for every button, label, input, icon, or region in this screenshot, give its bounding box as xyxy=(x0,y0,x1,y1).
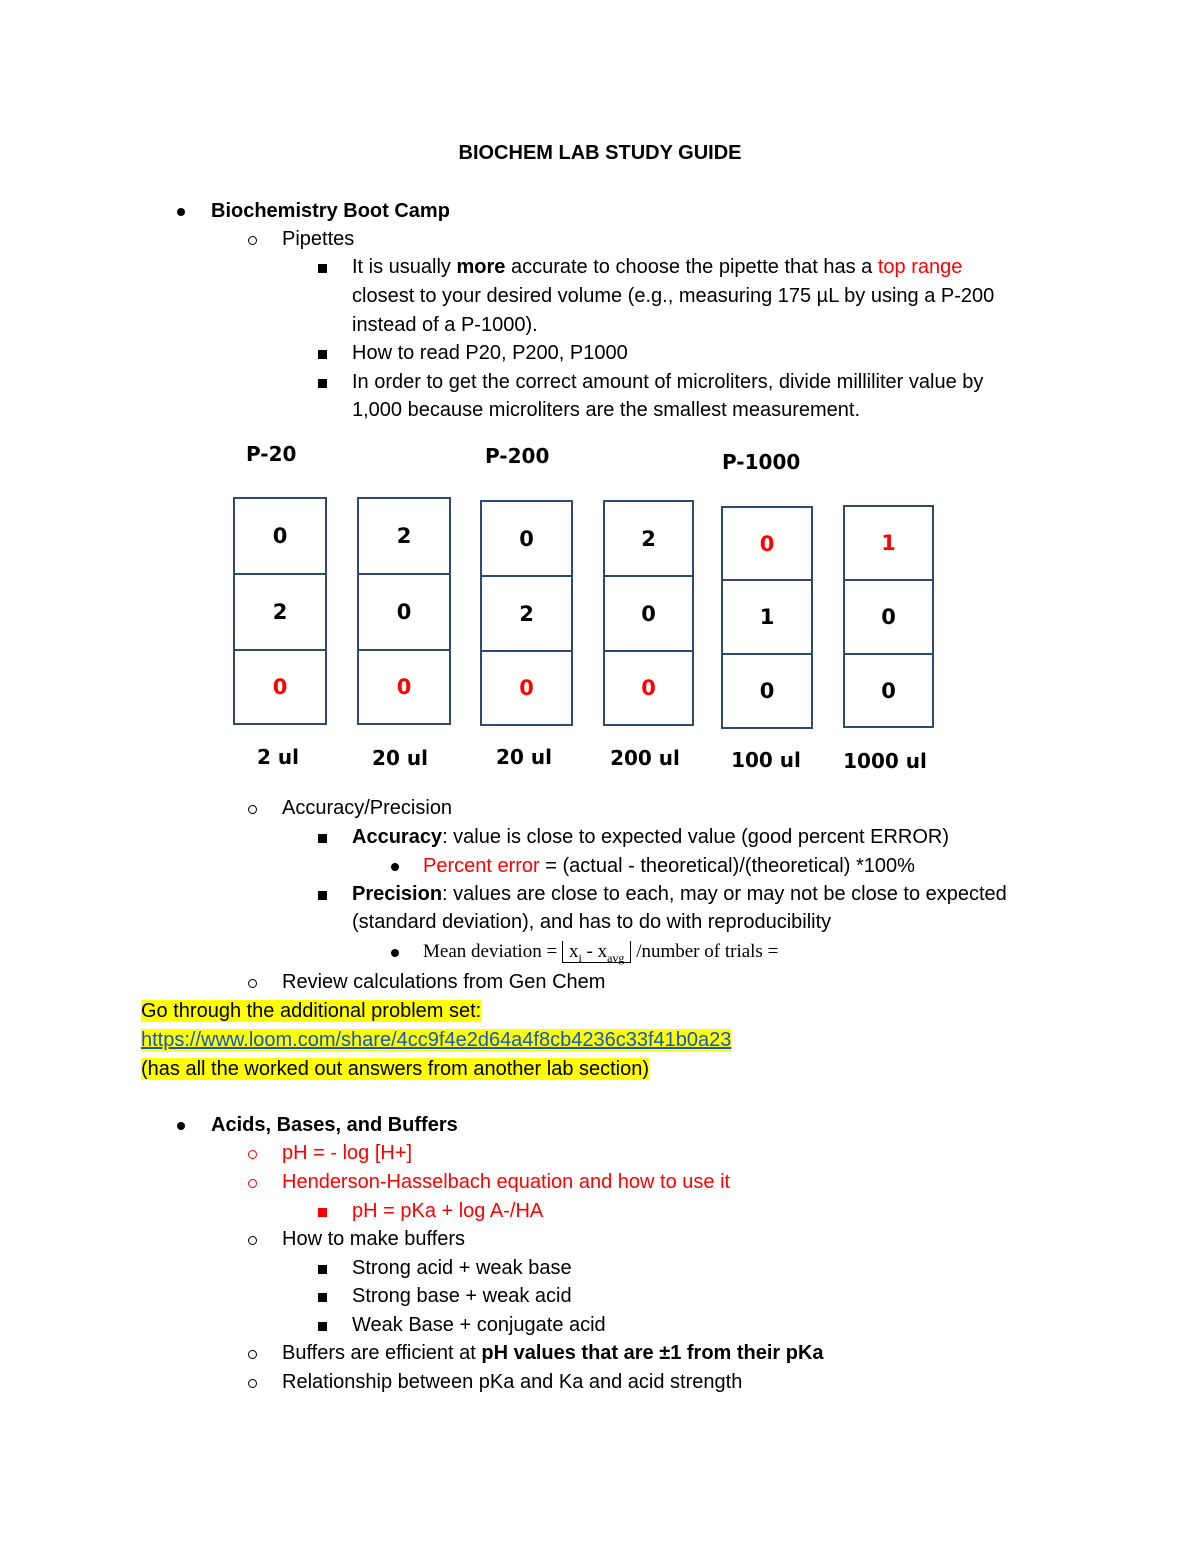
dial-digit-box: 0 xyxy=(480,500,573,577)
bullet-disc-icon xyxy=(177,208,185,216)
dial-digit-box: 1 xyxy=(721,579,813,655)
precision-definition-line2: (standard deviation), and has to do with reproducibility xyxy=(352,911,832,933)
bullet-square-icon xyxy=(318,1208,327,1217)
bullet-circle-icon xyxy=(248,1179,257,1188)
bullet-disc-icon xyxy=(391,949,399,957)
volume-label: 20 ul xyxy=(496,745,552,769)
accuracy-precision-heading: Accuracy/Precision xyxy=(282,797,453,819)
review-calculations-item: Review calculations from Gen Chem xyxy=(282,971,606,993)
mean-deviation-formula: Mean deviation = $x_i - x_{avg}$ /number of trials = xyxy=(423,941,779,965)
pipette-tip-line3: instead of a P-1000). xyxy=(352,314,538,336)
volume-label: 2 ul xyxy=(257,745,299,769)
bullet-square-icon xyxy=(318,834,327,843)
dial-digit-box: 0 xyxy=(357,649,451,725)
dial-digit-box: 1 xyxy=(843,505,934,581)
problem-set-link-line xyxy=(141,1026,731,1054)
bullet-square-icon xyxy=(318,350,327,359)
problem-set-answers-note: (has all the worked out answers from another lab section) xyxy=(141,1058,650,1080)
section-heading-bootcamp: Biochemistry Boot Camp xyxy=(211,200,450,222)
microliters-line2: 1,000 because microliters are the smallest measurement. xyxy=(352,399,861,421)
problem-set-link[interactable]: https://www.loom.com/share/4cc9f4e2d64a4f8cb4236c33f41b0a23 xyxy=(141,1029,732,1051)
dial-digit-box: 0 xyxy=(233,497,327,575)
bullet-square-icon xyxy=(318,891,327,900)
dial-digit-box: 0 xyxy=(357,573,451,651)
bullet-circle-icon xyxy=(248,1150,257,1159)
bullet-circle-icon xyxy=(248,1236,257,1245)
dial-digit-box: 2 xyxy=(233,573,327,651)
make-buffers-heading: How to make buffers xyxy=(282,1228,466,1250)
pipette-tip-line1: It is usually more accurate to choose the pipette that has a top range xyxy=(352,256,963,278)
bullet-circle-icon xyxy=(248,1350,257,1359)
bullet-circle-icon xyxy=(248,979,257,988)
henderson-hasselbach-equation: pH = pKa + log A-/HA xyxy=(352,1200,544,1222)
buffer-efficiency-item: Buffers are efficient at pH values that are ±1 from their pKa xyxy=(282,1342,824,1364)
dial-digit-box: 0 xyxy=(721,506,813,581)
dial-digit-box: 2 xyxy=(480,575,573,652)
bullet-square-icon xyxy=(318,1293,327,1302)
pipette-label-p1000: P-1000 xyxy=(722,450,801,474)
bullet-square-icon xyxy=(318,1265,327,1274)
buffer-method-item: Weak Base + conjugate acid xyxy=(352,1314,606,1336)
dial-digit-box: 2 xyxy=(603,500,694,577)
bullet-disc-icon xyxy=(391,863,399,871)
pipette-label-p20: P-20 xyxy=(246,442,297,466)
bullet-circle-icon xyxy=(248,1379,257,1388)
dial-digit-box: 0 xyxy=(843,579,934,655)
volume-label: 200 ul xyxy=(610,746,680,770)
dial-digit-box: 0 xyxy=(603,575,694,652)
page-title: BIOCHEM LAB STUDY GUIDE xyxy=(458,142,742,164)
percent-error-formula: Percent error = (actual - theoretical)/(theoretical) *100% xyxy=(423,855,915,877)
henderson-hasselbach-item: Henderson-Hasselbach equation and how to use it xyxy=(282,1171,731,1193)
volume-label: 100 ul xyxy=(731,748,801,772)
dial-digit-box: 2 xyxy=(357,497,451,575)
pipette-label-p200: P-200 xyxy=(485,444,550,468)
volume-label: 20 ul xyxy=(372,746,428,770)
read-pipettes-item: How to read P20, P200, P1000 xyxy=(352,342,628,364)
bullet-square-icon xyxy=(318,1322,327,1331)
buffer-method-item: Strong base + weak acid xyxy=(352,1285,572,1307)
microliters-line1: In order to get the correct amount of microliters, divide milliliter value by xyxy=(352,371,984,393)
bullet-square-icon xyxy=(318,379,327,388)
dial-digit-box: 0 xyxy=(233,649,327,725)
accuracy-definition: Accuracy: value is close to expected value (good percent ERROR) xyxy=(352,826,949,848)
bullet-square-icon xyxy=(318,264,327,273)
volume-label: 1000 ul xyxy=(843,749,927,773)
pipette-tip-line2: closest to your desired volume (e.g., measuring 175 µL by using a P-200 xyxy=(352,285,995,307)
bullet-disc-icon xyxy=(177,1122,185,1130)
pka-ka-relationship-item: Relationship between pKa and Ka and acid strength xyxy=(282,1371,743,1393)
dial-digit-box: 0 xyxy=(480,650,573,726)
pipettes-heading: Pipettes xyxy=(282,228,355,250)
precision-definition-line1: Precision: values are close to each, may or may not be close to expected xyxy=(352,883,1007,905)
dial-digit-box: 0 xyxy=(721,653,813,729)
dial-digit-box: 0 xyxy=(843,653,934,728)
buffer-method-item: Strong acid + weak base xyxy=(352,1257,572,1279)
section-heading-acids: Acids, Bases, and Buffers xyxy=(211,1114,458,1136)
dial-digit-box: 0 xyxy=(603,650,694,726)
problem-set-note: Go through the additional problem set: xyxy=(141,1000,482,1022)
bullet-circle-icon xyxy=(248,805,257,814)
ph-formula: pH = - log [H+] xyxy=(282,1142,413,1164)
bullet-circle-icon xyxy=(248,236,257,245)
